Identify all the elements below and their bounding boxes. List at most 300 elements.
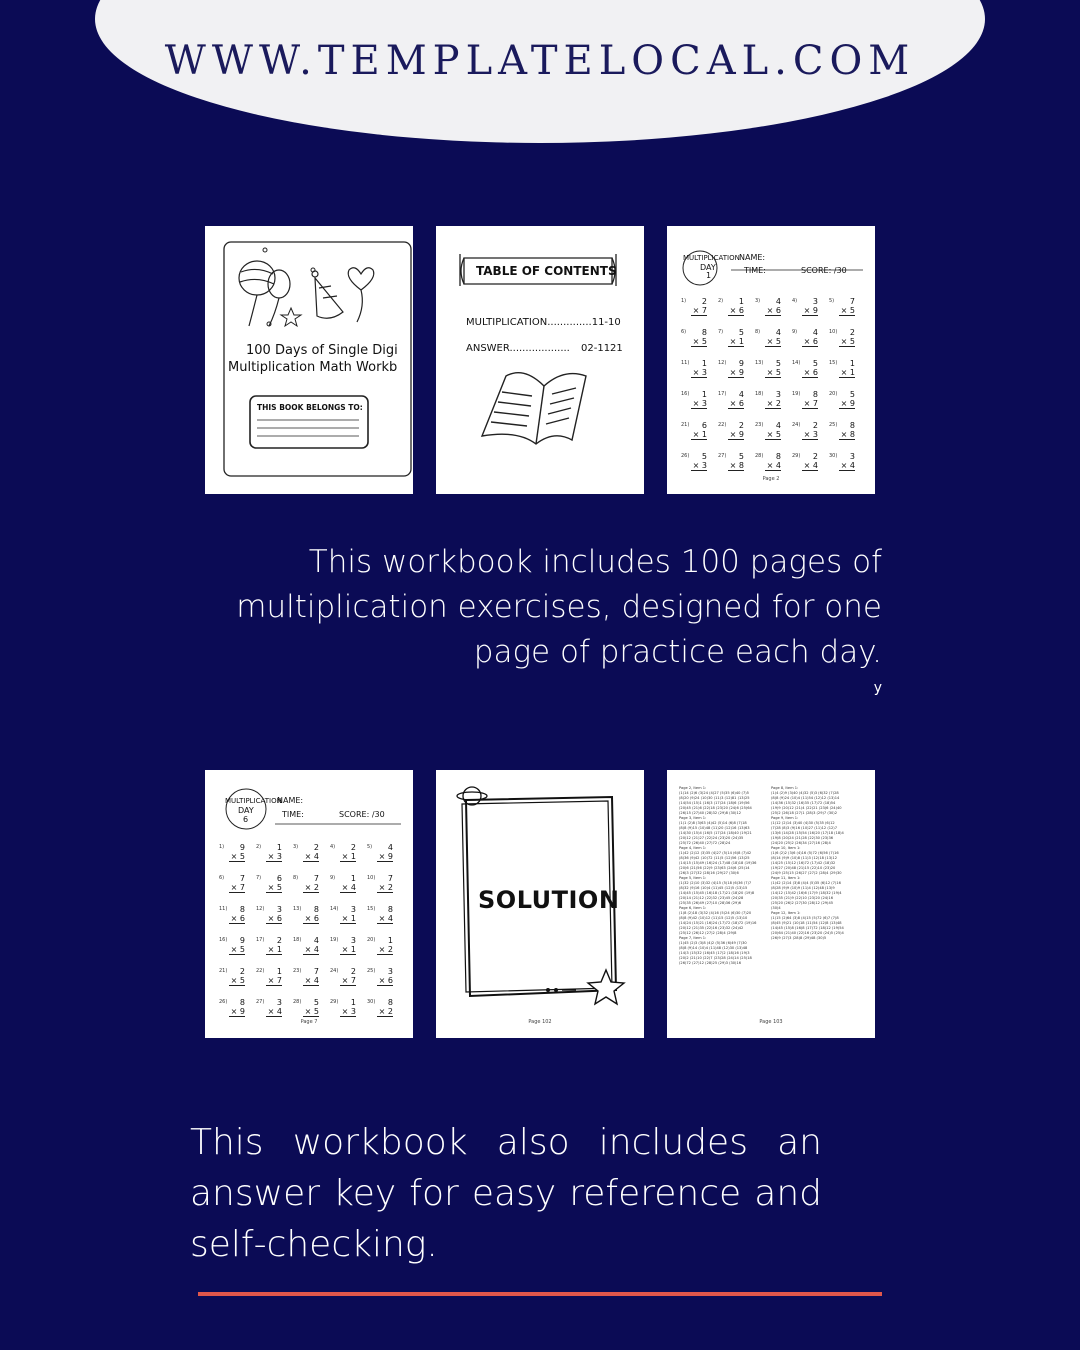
problem-top-operand: 2 <box>812 452 818 461</box>
problem-answer-line <box>728 346 744 347</box>
problem-number: 30) <box>367 999 376 1005</box>
problem-top-operand: 8 <box>387 998 393 1007</box>
problem-number: 6) <box>681 329 687 335</box>
problem-number: 15) <box>829 360 838 366</box>
problem-top-operand: 1 <box>276 843 282 852</box>
answers-column-2 <box>771 786 867 941</box>
problem-top-operand: 1 <box>701 390 707 399</box>
problem-answer-line <box>839 377 855 378</box>
problem-number: 26) <box>681 453 690 459</box>
problem-bottom-operand: × 8 <box>729 461 744 470</box>
answer-line: (25)35 (26)49 (27)10 (28)36 (29)6 <box>679 901 742 905</box>
answer-line: (13)6 (14)28 (15)54 (16)20 (17)18 (18)4 <box>771 831 844 835</box>
answer-line: (8)36 (9)42 (10)72 (11)5 (12)56 (13)25 <box>679 856 750 860</box>
problem-number: 7) <box>256 875 262 881</box>
problem-number: 5) <box>367 844 373 850</box>
problem-top-operand: 7 <box>239 874 245 883</box>
answers-page-preview <box>667 770 875 1038</box>
problem-top-operand: 2 <box>350 967 356 976</box>
problem-top-operand: 3 <box>350 936 356 945</box>
answer-line: (8)28 (9)9 (10)9 (11)4 (12)48 (13)9 <box>771 886 835 890</box>
answer-line: Page 6, Item 1: <box>679 906 707 910</box>
problem-top-operand: 7 <box>313 967 319 976</box>
worksheet-title: MULTIPLICATION <box>225 797 282 805</box>
problem-answer-line <box>839 408 855 409</box>
problem-top-operand: 3 <box>387 967 393 976</box>
answer-line: (20)12 (21)27 (22)24 (23)20 (24)35 <box>679 836 744 840</box>
cover-page-preview <box>205 226 413 494</box>
problem-bottom-operand: × 1 <box>840 368 855 377</box>
problem-top-operand: 7 <box>387 874 393 883</box>
problem-number: 28) <box>293 999 302 1005</box>
answer-line: (8)8 (9)42 (10)12 (11)15 (12)5 (13)10 <box>679 916 748 920</box>
answer-line: (26)3 (27)32 (28)16 (29)27 (30)6 <box>679 871 739 875</box>
problem-top-operand: 4 <box>812 328 818 337</box>
problem-top-operand: 8 <box>775 452 781 461</box>
problem-bottom-operand: × 9 <box>230 1007 245 1016</box>
problem-number: 12) <box>256 906 265 912</box>
page-number: Page 7 <box>300 1019 318 1025</box>
problem-top-operand: 3 <box>276 905 282 914</box>
problem-bottom-operand: × 4 <box>840 461 855 470</box>
problem-bottom-operand: × 6 <box>378 976 393 985</box>
toc-line-answer: ANSWER................... <box>466 343 570 354</box>
problem-top-operand: 1 <box>701 359 707 368</box>
problem-top-operand: 3 <box>849 452 855 461</box>
planet-icon <box>457 787 487 805</box>
problem-number: 21) <box>219 968 228 974</box>
problem-number: 4) <box>792 298 798 304</box>
problem-top-operand: 1 <box>276 967 282 976</box>
problem-number: 27) <box>718 453 727 459</box>
problem-number: 23) <box>293 968 302 974</box>
answer-line: Page 11, Item 1: <box>771 876 801 880</box>
problem-answer-line <box>839 470 855 471</box>
problem-answer-line <box>229 861 245 862</box>
problem-answer-line <box>229 1016 245 1017</box>
problem-bottom-operand: × 1 <box>341 914 356 923</box>
answer-line: (20)35 (21)9 (22)10 (23)20 (24)16 <box>771 896 834 900</box>
problem-top-operand: 8 <box>701 328 707 337</box>
problem-answer-line <box>728 408 744 409</box>
problem-answer-line <box>340 954 356 955</box>
page-number: Page 103 <box>759 1019 783 1025</box>
belongs-to-label: THIS BOOK BELONGS TO: <box>257 403 363 412</box>
problem-number: 9) <box>330 875 336 881</box>
problem-answer-line <box>802 377 818 378</box>
toc-answer-pages: 02-1121 <box>581 343 623 354</box>
problem-answer-line <box>377 985 393 986</box>
cover-title-line2: Multiplication Math Workb <box>228 360 398 375</box>
problem-number: 8) <box>293 875 299 881</box>
problem-bottom-operand: × 1 <box>267 945 282 954</box>
problem-answer-line <box>303 1016 319 1017</box>
answer-line: (25)72 (26)40 (27)72 (28)24 <box>679 841 731 845</box>
problem-number: 13) <box>755 360 764 366</box>
problem-top-operand: 2 <box>239 967 245 976</box>
problem-top-operand: 1 <box>738 297 744 306</box>
answer-line: (14)30 (15)4 (16)5 (17)24 (18)40 (19)21 <box>679 831 752 835</box>
problem-answer-line <box>728 439 744 440</box>
problem-answer-line <box>340 892 356 893</box>
problem-top-operand: 1 <box>387 936 393 945</box>
answer-line: Page 5, Item 1: <box>679 876 707 880</box>
problem-number: 19) <box>792 391 801 397</box>
problem-answer-line <box>765 346 781 347</box>
problem-answer-line <box>340 985 356 986</box>
cover-title-line1: 100 Days of Single Digi <box>246 343 398 358</box>
problem-top-operand: 9 <box>239 936 245 945</box>
problem-top-operand: 3 <box>812 297 818 306</box>
problem-top-operand: 8 <box>387 905 393 914</box>
answer-line: (14)24 (15)21 (16)24 (17)72 (18)72 (19)16 <box>679 921 757 925</box>
answer-line: Page 7, Item 1: <box>679 936 707 940</box>
problem-bottom-operand: × 2 <box>766 399 781 408</box>
answer-line: (30)4 <box>771 906 781 910</box>
problem-answer-line <box>691 377 707 378</box>
problem-bottom-operand: × 9 <box>729 430 744 439</box>
problem-number: 9) <box>792 329 798 335</box>
problem-top-operand: 3 <box>350 905 356 914</box>
problem-top-operand: 3 <box>775 390 781 399</box>
problem-top-operand: 4 <box>775 297 781 306</box>
problem-bottom-operand: × 5 <box>230 976 245 985</box>
answer-line: (8)8 (9)14 (10)4 (11)48 (12)30 (13)48 <box>679 946 748 950</box>
problem-number: 23) <box>755 422 764 428</box>
time-label: TIME: <box>744 266 766 275</box>
problem-top-operand: 5 <box>849 390 855 399</box>
problem-bottom-operand: × 4 <box>803 461 818 470</box>
problem-number: 17) <box>718 391 727 397</box>
problem-number: 5) <box>829 298 835 304</box>
problem-number: 3) <box>293 844 299 850</box>
problem-number: 18) <box>755 391 764 397</box>
answer-line: (1)42 (2)12 (3)35 (4)27 (5)14 (6)8 (7)42 <box>679 851 752 855</box>
site-url[interactable]: WWW.TEMPLATELOCAL.COM <box>164 38 916 84</box>
problem-top-operand: 2 <box>701 297 707 306</box>
problem-bottom-operand: × 9 <box>729 368 744 377</box>
problem-bottom-operand: × 3 <box>692 461 707 470</box>
problem-answer-line <box>691 439 707 440</box>
problem-bottom-operand: × 7 <box>341 976 356 985</box>
problem-bottom-operand: × 1 <box>729 337 744 346</box>
problem-number: 2) <box>256 844 262 850</box>
problem-bottom-operand: × 4 <box>766 461 781 470</box>
problem-top-operand: 8 <box>812 390 818 399</box>
problem-answer-line <box>765 408 781 409</box>
answer-line: (1)14 (2)6 (3)24 (4)27 (5)35 (6)40 (7)5 <box>679 791 749 795</box>
problem-answer-line <box>229 954 245 955</box>
problem-answer-line <box>266 923 282 924</box>
problem-number: 29) <box>792 453 801 459</box>
answer-line: (26)9 (27)3 (28)8 (29)48 (30)5 <box>771 936 827 940</box>
problem-number: 15) <box>367 906 376 912</box>
answer-line: Page 8, Item 1: <box>771 786 799 790</box>
problem-answer-line <box>728 470 744 471</box>
problem-bottom-operand: × 5 <box>840 306 855 315</box>
problem-top-operand: 1 <box>849 359 855 368</box>
day-label: DAY <box>238 806 254 815</box>
problem-number: 14) <box>792 360 801 366</box>
problem-top-operand: 7 <box>849 297 855 306</box>
problem-answer-line <box>839 439 855 440</box>
problem-number: 11) <box>219 906 228 912</box>
problem-number: 21) <box>681 422 690 428</box>
answer-line: Page 10, Item 1: <box>771 846 801 850</box>
answer-line: (20)14 (21)12 (22)32 (23)45 (24)28 <box>679 896 744 900</box>
problem-top-operand: 4 <box>738 390 744 399</box>
answer-line: (14)3 (15)32 (16)45 (17)2 (18)16 (19)3 <box>679 951 750 955</box>
page-number: Page 102 <box>528 1019 552 1025</box>
problem-top-operand: 2 <box>812 421 818 430</box>
answer-line: Page 2, Item 1: <box>679 786 707 790</box>
problem-answer-line <box>303 892 319 893</box>
problem-bottom-operand: × 5 <box>766 430 781 439</box>
toc-line-multiplication: MULTIPLICATION..............11-10 <box>466 317 621 328</box>
problem-answer-line <box>229 985 245 986</box>
problem-bottom-operand: × 3 <box>267 852 282 861</box>
problem-top-operand: 3 <box>276 998 282 1007</box>
answer-line: (8)14 (9)9 (10)8 (11)3 (12)18 (13)12 <box>771 856 837 860</box>
problem-number: 29) <box>330 999 339 1005</box>
problem-bottom-operand: × 4 <box>267 1007 282 1016</box>
problem-bottom-operand: × 9 <box>803 306 818 315</box>
answer-line: (20)45 (21)6 (22)18 (23)20 (24)6 (25)64 <box>679 806 752 810</box>
problem-top-operand: 1 <box>350 874 356 883</box>
name-label: NAME: <box>277 796 304 805</box>
problem-top-operand: 6 <box>701 421 707 430</box>
problem-top-operand: 8 <box>239 998 245 1007</box>
day-label: DAY <box>700 263 716 272</box>
problem-answer-line <box>765 377 781 378</box>
problem-answer-line <box>377 892 393 893</box>
problem-answer-line <box>691 470 707 471</box>
problem-answer-line <box>266 1016 282 1017</box>
problem-number: 4) <box>330 844 336 850</box>
problem-top-operand: 8 <box>313 905 319 914</box>
answer-line: (1)4 (2)9 (3)40 (4)32 (5)3 (6)32 (7)28 <box>771 791 839 795</box>
problem-bottom-operand: × 6 <box>267 914 282 923</box>
problem-number: 3) <box>755 298 761 304</box>
worksheet-day1-preview <box>667 226 875 494</box>
problem-number: 13) <box>293 906 302 912</box>
answer-line: (1)42 (2)14 (3)8 (4)4 (5)35 (6)12 (7)16 <box>771 881 841 885</box>
problem-bottom-operand: × 3 <box>803 430 818 439</box>
answer-line: Page 12, Item 1: <box>771 911 801 915</box>
problem-answer-line <box>728 315 744 316</box>
problem-number: 2) <box>718 298 724 304</box>
answer-line: (26)72 (27)12 (28)25 (29)3 (30)16 <box>679 961 742 965</box>
answer-line: (19)9 (20)12 (21)4 (22)21 (23)6 (24)40 <box>771 806 842 810</box>
problem-bottom-operand: × 4 <box>304 852 319 861</box>
answer-line: (20)2 (21)10 (22)7 (23)28 (24)14 (25)18 <box>679 956 752 960</box>
answer-line: (25)12 (26)12 (27)2 (28)4 (29)8 <box>679 931 737 935</box>
problem-answer-line <box>802 315 818 316</box>
problem-bottom-operand: × 7 <box>230 883 245 892</box>
problem-number: 18) <box>293 937 302 943</box>
problem-bottom-operand: × 6 <box>766 306 781 315</box>
problem-answer-line <box>765 439 781 440</box>
open-book-icon <box>482 373 586 444</box>
answer-line: (25)20 (26)2 (27)30 (28)12 (29)45 <box>771 901 834 905</box>
answer-line: (8)20 (9)24 (10)30 (11)3 (12)81 (13)25 <box>679 796 750 800</box>
problem-bottom-operand: × 3 <box>692 368 707 377</box>
problem-answer-line <box>266 861 282 862</box>
problem-top-operand: 2 <box>350 843 356 852</box>
problem-answer-line <box>802 439 818 440</box>
name-label: NAME: <box>739 253 766 262</box>
problem-answer-line <box>765 470 781 471</box>
problem-answer-line <box>802 470 818 471</box>
star-icon <box>588 970 624 1004</box>
problem-top-operand: 9 <box>738 359 744 368</box>
problem-answer-line <box>303 923 319 924</box>
problem-answer-line <box>765 315 781 316</box>
problem-number: 16) <box>681 391 690 397</box>
problem-bottom-operand: × 4 <box>304 945 319 954</box>
solution-page-preview <box>436 770 644 1038</box>
problem-bottom-operand: × 1 <box>341 852 356 861</box>
problem-top-operand: 5 <box>738 328 744 337</box>
problem-bottom-operand: × 5 <box>230 852 245 861</box>
problem-number: 25) <box>367 968 376 974</box>
problem-number: 14) <box>330 906 339 912</box>
problem-number: 1) <box>681 298 687 304</box>
answer-line: (14)12 (15)42 (16)6 (17)9 (18)32 (19)4 <box>771 891 842 895</box>
problem-bottom-operand: × 1 <box>341 945 356 954</box>
problem-top-operand: 8 <box>849 421 855 430</box>
problem-top-operand: 2 <box>738 421 744 430</box>
problem-top-operand: 7 <box>313 874 319 883</box>
problem-answer-line <box>229 892 245 893</box>
problem-number: 10) <box>367 875 376 881</box>
problem-answer-line <box>340 1016 356 1017</box>
problem-number: 22) <box>718 422 727 428</box>
problem-answer-line <box>839 315 855 316</box>
problem-number: 30) <box>829 453 838 459</box>
problem-bottom-operand: × 5 <box>267 883 282 892</box>
problem-top-operand: 5 <box>812 359 818 368</box>
stray-character: y <box>873 680 882 696</box>
answer-line: Page 9, Item 1: <box>771 816 799 820</box>
problem-bottom-operand: × 6 <box>803 337 818 346</box>
problem-number: 6) <box>219 875 225 881</box>
problem-top-operand: 2 <box>276 936 282 945</box>
time-label: TIME: <box>282 810 304 819</box>
answer-line: (25)2 (26)18 (27)1 (28)3 (29)7 (30)2 <box>771 811 837 815</box>
problem-bottom-operand: × 2 <box>304 883 319 892</box>
answer-line: (1)32 (2)10 (3)32 (4)15 (5)18 (6)36 (7)7 <box>679 881 752 885</box>
answer-line: (8)8 (9)15 (10)48 (11)20 (12)16 (13)63 <box>679 826 750 830</box>
answer-line: (14)15 (15)49 (16)24 (17)48 (18)18 (19)36 <box>679 861 757 865</box>
answers-column-1 <box>679 786 771 966</box>
worksheet-title: MULTIPLICATION <box>683 254 740 262</box>
problem-number: 10) <box>829 329 838 335</box>
problem-top-operand: 4 <box>775 328 781 337</box>
problem-number: 25) <box>829 422 838 428</box>
problem-answer-line <box>728 377 744 378</box>
problem-top-operand: 2 <box>313 843 319 852</box>
problem-bottom-operand: × 5 <box>766 368 781 377</box>
description-paragraph: This workbook includes 100 pages of multiplication exercises, designed for one page of practice each day. <box>236 544 882 670</box>
problem-answer-line <box>377 861 393 862</box>
day-number: 6 <box>243 815 249 824</box>
problem-bottom-operand: × 2 <box>378 945 393 954</box>
answer-line: (20)6 (21)56 (22)9 (23)63 (24)6 (25)14 <box>679 866 750 870</box>
problem-top-operand: 5 <box>701 452 707 461</box>
problem-answer-line <box>802 346 818 347</box>
answer-line: (1)15 (2)64 (3)8 (4)15 (5)72 (6)7 (7)8 <box>771 916 839 920</box>
problem-top-operand: 5 <box>775 359 781 368</box>
problem-bottom-operand: × 4 <box>304 976 319 985</box>
problem-answer-line <box>691 315 707 316</box>
answer-line: (1)12 (2)14 (3)40 (4)30 (5)35 (6)12 <box>771 821 835 825</box>
problem-number: 27) <box>256 999 265 1005</box>
problem-number: 22) <box>256 968 265 974</box>
problem-number: 1) <box>219 844 225 850</box>
answer-line: (19)8 (20)24 (21)28 (22)30 (23)36 <box>771 836 834 840</box>
problem-top-operand: 4 <box>387 843 393 852</box>
problem-bottom-operand: × 4 <box>378 914 393 923</box>
problem-bottom-operand: × 9 <box>840 399 855 408</box>
problem-bottom-operand: × 5 <box>766 337 781 346</box>
problem-number: 20) <box>367 937 376 943</box>
problem-answer-line <box>266 985 282 986</box>
problem-answer-line <box>377 1016 393 1017</box>
problem-bottom-operand: × 5 <box>840 337 855 346</box>
toc-page-preview <box>436 226 644 494</box>
answer-line: (8)45 (9)21 (10)18 (11)54 (12)8 (13)48 <box>771 921 842 925</box>
answer-line: (14)45 (15)45 (16)18 (17)21 (18)20 (19)8 <box>679 891 755 895</box>
problem-answer-line <box>340 861 356 862</box>
problem-bottom-operand: × 4 <box>341 883 356 892</box>
problem-bottom-operand: × 6 <box>729 306 744 315</box>
answer-line: Page 3, Item 1: <box>679 816 707 820</box>
answer-line: (19)27 (20)48 (21)15 (22)10 (23)20 <box>771 866 836 870</box>
problem-answer-line <box>303 985 319 986</box>
answer-line: (14)54 (15)1 (16)3 (17)24 (18)6 (19)56 <box>679 801 750 805</box>
problem-answer-line <box>691 408 707 409</box>
problem-answer-line <box>377 954 393 955</box>
party-hat-icon <box>312 271 343 318</box>
score-label: SCORE: /30 <box>339 810 385 819</box>
problem-number: 12) <box>718 360 727 366</box>
problem-bottom-operand: × 7 <box>692 306 707 315</box>
page-number: Page 2 <box>762 476 780 482</box>
problem-top-operand: 2 <box>849 328 855 337</box>
problem-bottom-operand: × 5 <box>230 945 245 954</box>
answer-line: (1)8 (2)18 (3)32 (4)16 (5)24 (6)30 (7)20 <box>679 911 752 915</box>
worksheet-day6-preview <box>205 770 413 1038</box>
answer-line: (1)1 (2)8 (3)63 (4)42 (5)14 (6)8 (7)18 <box>679 821 747 825</box>
problem-bottom-operand: × 6 <box>803 368 818 377</box>
problem-answer-line <box>303 954 319 955</box>
answer-line: (1)45 (2)3 (3)8 (4)2 (5)36 (6)49 (7)30 <box>679 941 747 945</box>
problem-bottom-operand: × 8 <box>840 430 855 439</box>
problem-bottom-operand: × 3 <box>341 1007 356 1016</box>
problem-answer-line <box>802 408 818 409</box>
answer-line: (7)28 (8)3 (9)16 (10)27 (11)12 (12)7 <box>771 826 837 830</box>
answer-line: Page 4, Item 1: <box>679 846 707 850</box>
answer-line: (14)45 (15)8 (16)8 (17)72 (18)12 (19)54 <box>771 926 844 930</box>
problem-answer-line <box>377 923 393 924</box>
star-icon <box>281 308 301 326</box>
answer-line: (24)9 (25)15 (26)27 (27)2 (28)4 (29)30 <box>771 871 842 875</box>
problem-number: 19) <box>330 937 339 943</box>
problem-bottom-operand: × 7 <box>267 976 282 985</box>
problem-answer-line <box>691 346 707 347</box>
problem-bottom-operand: × 3 <box>692 399 707 408</box>
